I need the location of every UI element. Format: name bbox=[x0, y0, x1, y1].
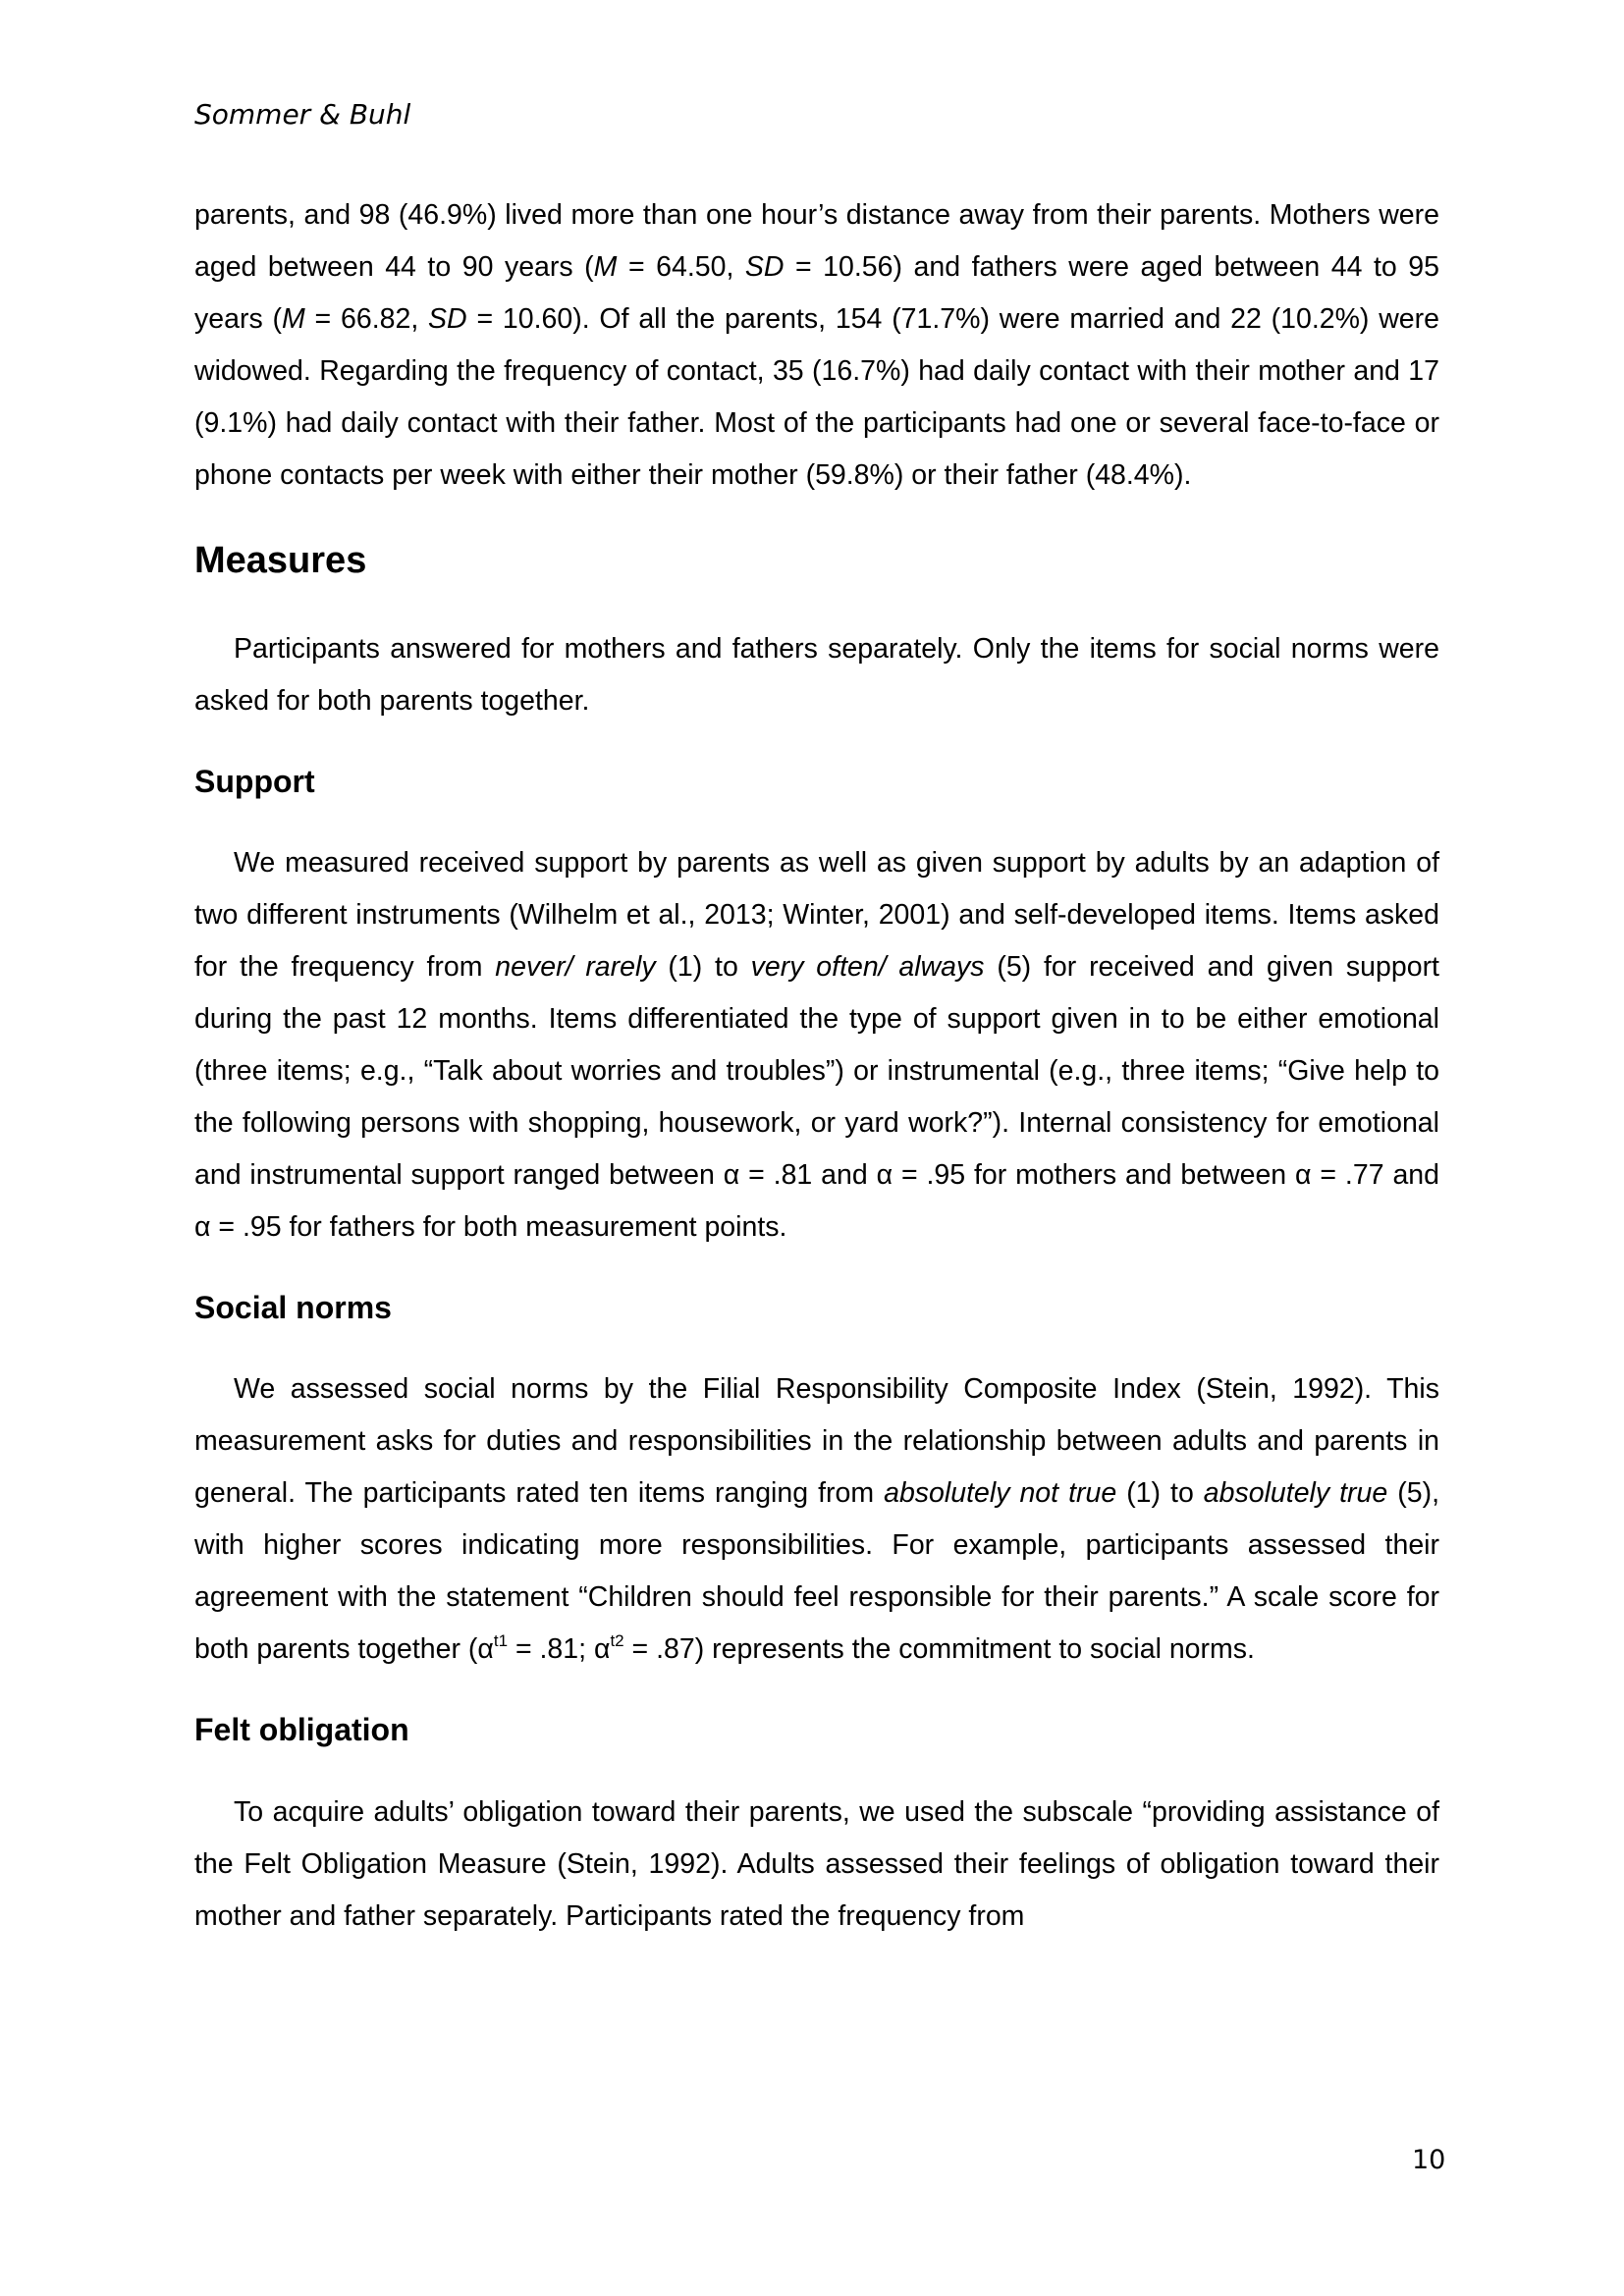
felt-obligation-heading: Felt obligation bbox=[194, 1712, 409, 1748]
mean-symbol: M bbox=[282, 303, 305, 335]
sd-symbol: SD bbox=[744, 251, 785, 283]
social-norms-heading: Social norms bbox=[194, 1289, 392, 1325]
measures-paragraph: Participants answered for mothers and fathers separately. Only the items for social norms were asked for both parents together. bbox=[194, 632, 1439, 717]
felt-obligation-paragraph: To acquire adults’ obligation toward their parents, we used the subscale “providing assistance of the Felt Obligation Measure (Stein, 1992). Adults assessed their feelings of obligation toward their mother and father separately. Participants rated the frequency from bbox=[194, 1795, 1439, 1932]
page-number: 10 bbox=[1412, 2145, 1446, 2175]
page-body bbox=[194, 189, 1439, 1943]
intro-paragraph: parents, and 98 (46.9%) lived more than one hour’s distance away from their parents. Mothers were aged between 44 to 90 years (M = 64.50, SD = 10.56) and fathers were aged between 44 to 95 years (M = 66.82, SD = 10.60). Of all the parents, 154 (71.7%) were married and 22 (10.2%) were widowed. Regarding the frequency of contact, 35 (16.7%) had daily contact with their mother and 17 (9.1%) had daily contact with their father. Most of the participants had one or several face-to-face or phone contacts per week with either their mother (59.8%) or their father (48.4%). bbox=[194, 199, 1439, 491]
measures-heading: Measures bbox=[194, 540, 367, 581]
support-paragraph: We measured received support by parents as well as given support by adults by an adaption of two different instruments (Wilhelm et al., 2013; Winter, 2001) and self-developed items. Items asked for the frequency from never/ rarely (1) to very often/ always (5) for received and given support during the past 12 months. Items differentiated the type of support given in to be either emotional (three items; e.g., “Talk about worries and troubles”) or instrumental (e.g., three items; “Give help to the following persons with shopping, housework, or yard work?”). Internal consistency for emotional and instrumental support ranged between α = .81 and α = .95 for mothers and between α = .77 and α = .95 for fathers for both measurement points. bbox=[194, 846, 1439, 1243]
sd-symbol: SD bbox=[428, 303, 467, 335]
social-norms-paragraph: We assessed social norms by the Filial Responsibility Composite Index (Stein, 1992). This measurement asks for duties and responsibilities in the relationship between adults and parents in general. The participants rated ten items ranging from absolutely not true (1) to absolutely true (5), with higher scores indicating more responsibilities. For example, participants assessed their agreement with the statement “Children should feel responsible for their parents.” A scale score for both parents together ($\alpha^{t1} = .81$; $\alpha^{t2} = .87$) represents the commitment to social norms. bbox=[194, 1373, 1440, 1666]
running-head: Sommer & Buhl bbox=[194, 98, 411, 131]
support-heading: Support bbox=[194, 763, 315, 799]
mean-symbol: M bbox=[593, 251, 618, 283]
